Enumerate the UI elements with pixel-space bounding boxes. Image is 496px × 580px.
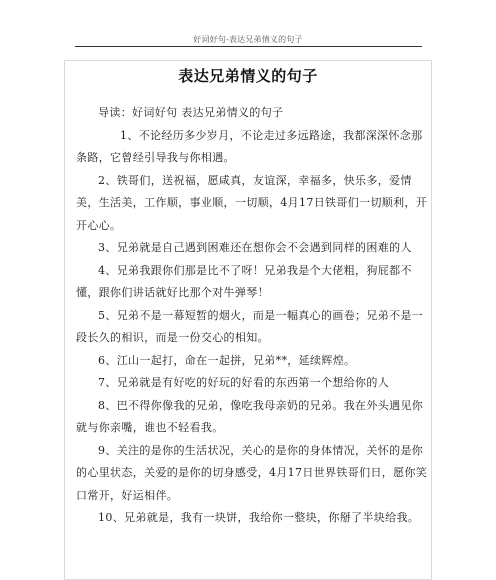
list-item: 2、铁哥们，送祝福，愿咸真，友谊深，幸福多，快乐多，爱情美，生活美，工作顺，事业顺，一切顺，4月17日铁哥们一切顺利，开开心心。	[76, 173, 428, 232]
list-item: 6、江山一起打，命在一起拼，兄弟**，延续辉煌。	[98, 353, 356, 367]
running-header: 好词好句-表达兄弟情义的句子	[193, 35, 303, 44]
list-item: 9、关注的是你的生活状况，关心的是你的身体情况，关怀的是你的心里状态，关爱的是你的切身感受，4月17日世界铁哥们日，愿你笑口常开，好运相伴。	[76, 443, 428, 502]
list-item: 10、兄弟就是，我有一块饼，我给你一整块，你掰了半块给我。	[98, 511, 420, 524]
list-item: 4、兄弟我跟你们那是比不了呀！兄弟我是个大佬粗，狗屁都不懂，跟你们讲话就好比那个对牛弹琴！	[76, 263, 412, 299]
document-title: 表达兄弟情义的句子	[178, 67, 318, 85]
list-item: 8、巴不得你像我的兄弟，像吃我母亲奶的兄弟。我在外头遇见你就与你亲嘴，谁也不轻看我。	[76, 398, 424, 434]
document-body	[76, 102, 428, 530]
list-item: 3、兄弟就是自己遇到困难还在想你会不会遇到同样的困难的人	[98, 241, 412, 254]
list-item: 5、兄弟不是一幕短暂的烟火，而是一幅真心的画卷；兄弟不是一段长久的相识，而是一份交心的相知。	[76, 308, 424, 344]
intro-paragraph: 导读：好词好句 表达兄弟情义的句子	[98, 106, 284, 119]
header-rule	[75, 46, 422, 47]
list-item: 7、兄弟就是有好吃的好玩的好看的东西第一个想给你的人	[98, 376, 390, 389]
list-item: 1、不论经历多少岁月，不论走过多远路途，我都深深怀念那条路，它曾经引导我与你相遇。	[76, 128, 423, 164]
